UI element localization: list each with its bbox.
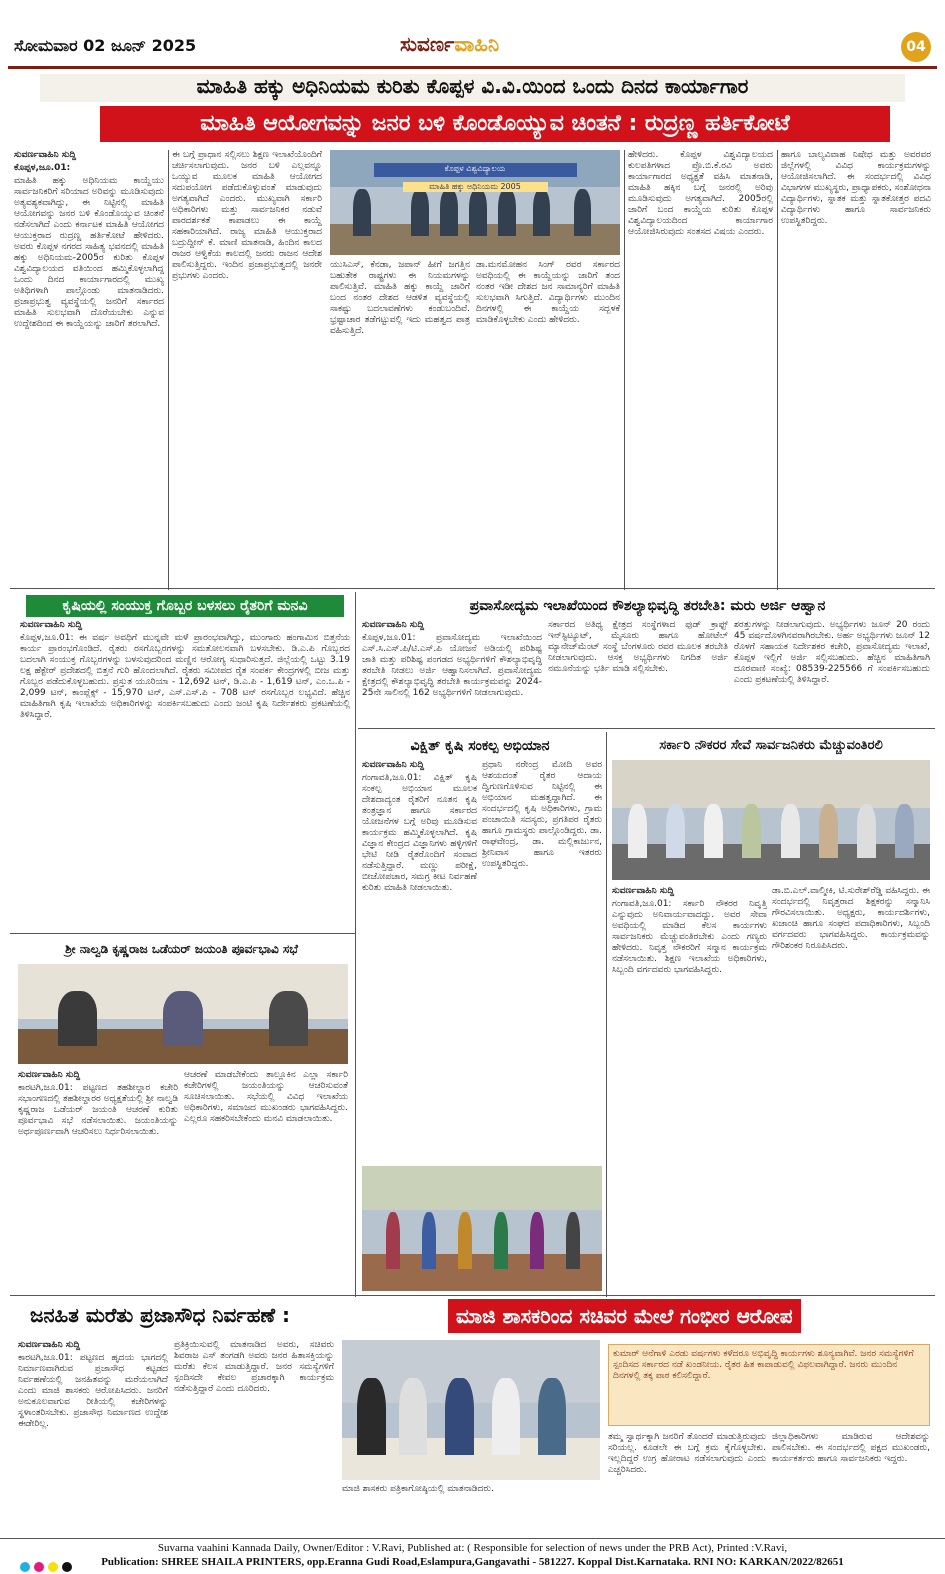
logo-part1: ಸುವರ್ಣ [400, 32, 455, 56]
person [163, 991, 203, 1046]
person [819, 804, 838, 858]
photo-caption: ಮಾಹಿತಿ ಹಕ್ಕು ಅಧಿನಿಯಮ 2005 [403, 182, 548, 192]
person [58, 991, 98, 1046]
krishi-col-2 [482, 760, 602, 1160]
skill-headline: ಪ್ರವಾಸೋದ್ಯಮ ಇಲಾಖೆಯಿಂದ ಕೌಶಲ್ಯಾಭಿವೃದ್ಧಿ ತರಬೇತಿ: ಮರು ಅರ್ಜಿ ಆಹ್ವಾನ [469, 598, 826, 614]
lead-headline: ಮಾಹಿತಿ ಆಯೋಗವನ್ನು ಜನರ ಬಳಿ ಕೊಂಡೊಯ್ಯುವ ಚಿಂತನೆ : ರುದ್ರಣ್ಣ ಹರ್ತಿಕೋಟೆ [100, 106, 890, 142]
bottom-photo [342, 1340, 600, 1480]
bottom-col4-text: ತಮ್ಮ ಸ್ವಾರ್ಥಕ್ಕಾಗಿ ಜನರಿಗೆ ತೊಂದರೆ ಮಾಡುತ್ತಿರುವುದು ಸರಿಯಲ್ಲ. ಕೂಡಲೇ ಈ ಬಗ್ಗೆ ಕ್ರಮ ಕೈಗೊಳ್ಳಬೇಕು. ಇಲ್ಲದಿದ್ದರೆ ಉಗ್ರ ಹೋರಾಟ ನಡೆಸಲಾಗುವುದು ಎಂದು ಎಚ್ಚರಿಸಿದರು. [608, 1432, 766, 1475]
bottom-col-2 [174, 1340, 334, 1532]
quote-box: ಕುಮಾರ್ ಆನೆಗಾಳಿ ಎರಡು ವರ್ಷಗಳು ಕಳೆದರೂ ಅಭಿವೃದ್ಧಿ ಕಾರ್ಯಗಳು ಶೂನ್ಯವಾಗಿವೆ. ಜನರ ಸಮಸ್ಯೆಗಳಿಗೆ ಸ್ಪಂದಿಸದ ಸರ್ಕಾರದ ನಡೆ ಖಂಡನೀಯ. ರೈತರ ಹಿತ ಕಾಪಾಡುವಲ್ಲಿ ವಿಫಲವಾಗಿದ್ದಾರೆ. ಜನರು ಮುಂದಿನ ದಿನಗಳಲ್ಲಿ ತಕ್ಕ ಪಾಠ ಕಲಿಸಲಿದ್ದಾರೆ. [608, 1344, 930, 1426]
photo-banner-text: ಕೊಪ್ಪಳ ವಿಶ್ವವಿದ್ಯಾಲಯ [444, 163, 506, 173]
krishi-dateline: ಸುವರ್ಣವಾಹಿನಿ ಸುದ್ದಿ [362, 760, 425, 770]
jayanti-col2-text: ಆಚರಣೆ ಮಾಡಬೇಕೆಂದು ತಾಲ್ಲೂಕಿನ ಎಲ್ಲಾ ಸರ್ಕಾರಿ ಕಚೇರಿಗಳಲ್ಲಿ ಜಯಂತಿಯನ್ನು ಆಚರಿಸುವಂತೆ ಸೂಚಿಸಲಾಯಿತು. ಸಭೆಯಲ್ಲಿ ವಿವಿಧ ಇಲಾಖೆಯ ಅಧಿಕಾರಿಗಳು, ಸಮಾಜದ ಮುಖಂಡರು ಭಾಗವಹಿಸಿದ್ದರು. ಎಲ್ಲರೂ ಸಹಕರಿಸಬೇಕೆಂದು ಮನವಿ ಮಾಡಲಾಯಿತು. [184, 1070, 348, 1124]
imprint-line-1: Suvarna vaahini Kannada Daily, Owner/Editor : V.Ravi, Published at: ( Responsible for selection of news under the PRB Act), Printed :V.Ravi, [157, 1542, 788, 1554]
bottom-headline-left: ಜನಹಿತ ಮರೆತು ಪ್ರಜಾಸೌಧ ನಿರ್ವಹಣೆ : [30, 1303, 291, 1327]
krishi-col2-text: ಪ್ರಧಾನಿ ನರೇಂದ್ರ ಮೋದಿ ಅವರ ಆಶಯದಂತೆ ರೈತರ ಆದಾಯ ದ್ವಿಗುಣಗೊಳಿಸುವ ನಿಟ್ಟಿನಲ್ಲಿ ಈ ಅಭಿಯಾನ ಮಹತ್ವದ್ದಾಗಿದೆ. ಈ ಸಂದರ್ಭದಲ್ಲಿ ಕೃಷಿ ಅಧಿಕಾರಿಗಳು, ಗ್ರಾಮ ಪಂಚಾಯಿತಿ ಸದಸ್ಯರು, ಪ್ರಗತಿಪರ ರೈತರು ಹಾಗೂ ಗ್ರಾಮಸ್ಥರು ಪಾಲ್ಗೊಂಡಿದ್ದರು. ಡಾ. ರಾಘವೇಂದ್ರ, ಡಾ. ಮಲ್ಲಿಕಾರ್ಜುನ, ಶ್ರೀನಿವಾಸ ಹಾಗೂ ಇತರರು ಉಪಸ್ಥಿತರಿದ್ದರು. [482, 760, 602, 869]
krishi-photo [362, 1166, 602, 1291]
bottom-col-1 [18, 1340, 168, 1532]
person [411, 189, 428, 236]
bottom-col-5 [772, 1432, 930, 1532]
person [458, 1212, 472, 1268]
retire-headline: ಸರ್ಕಾರಿ ನೌಕರರ ಸೇವೆ ಸಾರ್ವಜನಿಕರು ಮೆಚ್ಚುವಂತಿರಲಿ [659, 738, 883, 753]
person [498, 189, 515, 236]
retire-col2-text: ಡಾ.ಬಿ.ಎಲ್.ವಾಲ್ಮೀಕಿ, ಟಿ.ಸುರೇಶ್‌ರೆಡ್ಡಿ ವಹಿಸಿದ್ದರು. ಈ ಸಂದರ್ಭದಲ್ಲಿ ನಿವೃತ್ತರಾದ ಶಿಕ್ಷಕರನ್ನು ಸನ್ಮಾನಿಸಿ ಗೌರವಿಸಲಾಯಿತು. ಅಧ್ಯಕ್ಷರು, ಕಾರ್ಯದರ್ಶಿಗಳು, ಖಜಾಂಚಿ ಹಾಗೂ ಸಂಘದ ಪದಾಧಿಕಾರಿಗಳು, ಸಿಬ್ಬಂದಿ ವರ್ಗದವರು ಭಾಗವಹಿಸಿದ್ದರು. ಕಾರ್ಯಕ್ರಮವನ್ನು ಗೌರಿಶಂಕರ ನಿರೂಪಿಸಿದರು. [772, 886, 930, 951]
lead-place: ಕೊಪ್ಪಳ,ಜೂ.01: [14, 163, 71, 173]
masthead [0, 0, 945, 70]
person [742, 804, 761, 858]
person [704, 804, 723, 858]
photo-backdrop [362, 1166, 602, 1210]
logo-part2: ವಾಹಿನಿ [454, 32, 500, 56]
lead-col-2 [172, 150, 322, 590]
person [492, 1378, 520, 1455]
agri-text: ಕೊಪ್ಪಳ,ಜೂ.01: ಈ ವರ್ಷ ಅವಧಿಗೆ ಮುನ್ನವೇ ಮಳೆ ಪ್ರಾರಂಭವಾಗಿದ್ದು, ಮುಂಗಾರು ಹಂಗಾಮಿನ ಬಿತ್ತನೆಯ ಕಾರ್ಯ ಪ್ರಾರಂಭಗೊಂಡಿದೆ. ರೈತರು ರಸಗೊಬ್ಬರಗಳನ್ನು ಸಮತೋಲನವಾಗಿ ಬಳಸಬೇಕು. ಡಿ.ಎ.ಪಿ ಗೊಬ್ಬರದ ಬದಲಾಗಿ ಸಂಯುಕ್ತ ಗೊಬ್ಬರಗಳನ್ನು ಬಳಸುವುದರಿಂದ ಮಣ್ಣಿನ ಆರೋಗ್ಯ ಸುಧಾರಿಸುತ್ತದೆ. ಜಿಲ್ಲೆಯಲ್ಲಿ ಒಟ್ಟು 3.19 ಲಕ್ಷ ಹೆಕ್ಟೇರ್ ಪ್ರದೇಶದಲ್ಲಿ ಬಿತ್ತನೆ ಗುರಿ ಹೊಂದಲಾಗಿದೆ. ರೈತರು ಸಮೀಪದ ರೈತ ಸಂಪರ್ಕ ಕೇಂದ್ರಗಳಲ್ಲಿ ಬೀಜ ಮತ್ತು ಗೊಬ್ಬರ ಪಡೆದುಕೊಳ್ಳಬಹುದು. ಪ್ರಸ್ತುತ ಯೂರಿಯಾ - 12,692 ಟನ್, ಡಿ.ಎ.ಪಿ - 1,619 ಟನ್, ಎಂ.ಒ.ಪಿ - 2,099 ಟನ್, ಕಾಂಪ್ಲೆಕ್ಸ್ - 15,970 ಟನ್, ಎಸ್.ಎಸ್.ಪಿ - 708 ಟನ್ ರಸಗೊಬ್ಬರ ಲಭ್ಯವಿದೆ. ಹೆಚ್ಚಿನ ಮಾಹಿತಿಗಾಗಿ ಕೃಷಿ ಇಲಾಖೆಯ ಅಧಿಕಾರಿಗಳನ್ನು ಸಂಪರ್ಕಿಸಬಹುದು ಎಂದು ಜಂಟಿ ಕೃಷಿ ನಿರ್ದೇಶಕರು ಪ್ರಕಟಣೆಯಲ್ಲಿ ತಿಳಿಸಿದ್ದಾರೆ. [20, 633, 350, 720]
registration-mark [20, 1562, 30, 1572]
registration-mark [48, 1562, 58, 1572]
lead-col1-text: ಮಾಹಿತಿ ಹಕ್ಕು ಅಧಿನಿಯಮ ಕಾಯ್ದೆಯು ಸಾರ್ವಜನಿಕರಿಗೆ ಸರಿಯಾದ ಅರಿವನ್ನು ಮೂಡಿಸುವುದು ಅತ್ಯವಶ್ಯಕವಾಗಿದ್ದು, ಈ ನಿಟ್ಟಿನಲ್ಲಿ ಮಾಹಿತಿ ಆಯೋಗವನ್ನು ಜನರ ಬಳಿ ಕೊಂಡೊಯ್ಯುವ ಚಿಂತನೆ ನಡೆಸಲಾಗಿದೆ ಎಂದು ಕರ್ನಾಟಕ ಮಾಹಿತಿ ಆಯೋಗದ ಆಯುಕ್ತರಾದ ರುದ್ರಣ್ಣ ಹರ್ತಿಕೋಟೆ ಹೇಳಿದರು. ಅವರು ಕೊಪ್ಪಳ ನಗರದ ಸಾಹಿತ್ಯ ಭವನದಲ್ಲಿ ಮಾಹಿತಿ ಹಕ್ಕು ಅಧಿನಿಯಮ-2005ರ ಕುರಿತು ಕೊಪ್ಪಳ ವಿಶ್ವವಿದ್ಯಾಲಯದ ವತಿಯಿಂದ ಹಮ್ಮಿಕೊಳ್ಳಲಾಗಿದ್ದ ಒಂದು ದಿನದ ಕಾರ್ಯಾಗಾರದಲ್ಲಿ ಮುಖ್ಯ ಅತಿಥಿಗಳಾಗಿ ಪಾಲ್ಗೊಂಡು ಮಾತನಾಡಿದರು. ಪ್ರಜಾಪ್ರಭುತ್ವ ವ್ಯವಸ್ಥೆಯಲ್ಲಿ ಜನರಿಗೆ ಸರ್ಕಾರದ ಮಾಹಿತಿ ಸುಲಭವಾಗಿ ದೊರೆಯಬೇಕು ಎನ್ನುವ ಉದ್ದೇಶದಿಂದ ಈ ಕಾಯ್ದೆಯನ್ನು ಜಾರಿಗೆ ತರಲಾಗಿದೆ. [14, 176, 164, 329]
masthead-rule [8, 66, 937, 69]
skill-col-2 [548, 620, 728, 725]
section-rule [358, 728, 935, 729]
newspaper-logo [400, 32, 499, 56]
retire-col1-text: ಗಂಗಾವತಿ,ಜೂ.01: ಸರ್ಕಾರಿ ನೌಕರರ ನಿವೃತ್ತಿ ಎನ್ನುವುದು ಅನಿವಾರ್ಯವಾದದ್ದು. ಅವರ ಸೇವಾ ಅವಧಿಯಲ್ಲಿ ಮಾಡಿದ ಕೆಲಸ ಕಾರ್ಯಗಳು ಸಾರ್ವಜನಿಕರು ಮೆಚ್ಚುವಂತಿರಬೇಕು ಎಂದು ಗಣ್ಯರು ಹೇಳಿದರು. ನಿವೃತ್ತ ನೌಕರರಿಗೆ ಸನ್ಮಾನ ಕಾರ್ಯಕ್ರಮ ನಡೆಸಲಾಯಿತು. ಶಿಕ್ಷಣ ಇಲಾಖೆಯ ಅಧಿಕಾರಿಗಳು, ಸಿಬ್ಬಂದಿ ವರ್ಗದವರು ಭಾಗವಹಿಸಿದ್ದರು. [612, 899, 767, 975]
person [857, 804, 876, 858]
lead-col-4 [476, 260, 620, 590]
bottom-headline-right: ಮಾಜಿ ಶಾಸಕರಿಂದ ಸಚಿವರ ಮೇಲೆ ಗಂಭೀರ ಆರೋಪ [448, 1299, 801, 1333]
skill-col3-text: ಶರತ್ತುಗಳನ್ನು ನೀಡಲಾಗುವುದು. ಅಭ್ಯರ್ಥಿಗಳು ಜೂನ್ 20 ರಂದು 45 ವರ್ಷದೊಳಗಿನವರಾಗಿರಬೇಕು. ಅರ್ಹ ಅಭ್ಯರ್ಥಿಗಳು ಜೂನ್ 12 ರೊಳಗೆ ಸಹಾಯಕ ನಿರ್ದೇಶಕರ ಕಚೇರಿ, ಪ್ರವಾಸೋದ್ಯಮ ಇಲಾಖೆ, ಕೊಪ್ಪಳ ಇಲ್ಲಿಗೆ ಅರ್ಜಿ ಸಲ್ಲಿಸಬಹುದು. ಹೆಚ್ಚಿನ ಮಾಹಿತಿಗಾಗಿ ದೂರವಾಣಿ ಸಂಖ್ಯೆ: 08539-225566 ಗೆ ಸಂಪರ್ಕಿಸಬಹುದು ಎಂದು ಪ್ರಕಟಣೆಯಲ್ಲಿ ತಿಳಿಸಿದ್ದಾರೆ. [734, 620, 930, 685]
person [386, 1212, 400, 1268]
agri-body [20, 620, 350, 890]
jayanti-dateline: ಸುವರ್ಣವಾಹಿನಿ ಸುದ್ದಿ [18, 1070, 81, 1080]
section-rule [10, 1295, 935, 1296]
person [494, 1212, 508, 1268]
person [574, 189, 591, 236]
divider [777, 150, 778, 590]
lead-col3-text: ಯುಸಿಎಸ್, ಕೆನಡಾ, ಜಪಾನ್ ಹೀಗೆ ಜಗತ್ತಿನ ಬಹುತೇಕ ರಾಷ್ಟ್ರಗಳು ಈ ನಿಯಮಗಳನ್ನು ಪಾಲಿಸುತ್ತಿವೆ. ಮಾಹಿತಿ ಹಕ್ಕು ಕಾಯ್ದೆ ಜಾರಿಗೆ ಬಂದ ನಂತರ ದೇಶದ ಆಡಳಿತ ವ್ಯವಸ್ಥೆಯಲ್ಲಿ ಸಾಕಷ್ಟು ಬದಲಾವಣೆಗಳು ಕಂಡುಬಂದಿವೆ. ಭ್ರಷ್ಟಾಚಾರ ತಡೆಗಟ್ಟುವಲ್ಲಿ ಇದು ಮಹತ್ವದ ಪಾತ್ರ ವಹಿಸುತ್ತಿದೆ. [330, 260, 470, 336]
skill-col-3 [734, 620, 930, 725]
bottom-headline [30, 1299, 915, 1333]
jayanti-col-2 [184, 1070, 348, 1292]
person [530, 1212, 544, 1268]
lead-col-5 [628, 150, 773, 590]
person [399, 1378, 427, 1455]
person [469, 189, 486, 236]
skill-dateline: ಸುವರ್ಣವಾಹಿನಿ ಸುದ್ದಿ [362, 620, 425, 630]
skill-col-1 [362, 620, 542, 725]
jayanti-col-1 [18, 1070, 178, 1292]
krishi-col-1 [362, 760, 477, 1160]
bottom-col-4 [608, 1432, 766, 1532]
issue-date: ಸೋಮವಾರ 02 ಜೂನ್ 2025 [14, 36, 197, 55]
jayanti-photo [18, 964, 348, 1064]
lead-kicker: ಮಾಹಿತಿ ಹಕ್ಕು ಅಧಿನಿಯಮ ಕುರಿತು ಕೊಪ್ಪಳ ವಿ.ವಿ.ಯಿಂದ ಒಂದು ದಿನದ ಕಾರ್ಯಾಗಾರ [40, 74, 905, 102]
person [353, 189, 370, 236]
photo-backdrop [612, 760, 930, 808]
lead-col-6 [781, 150, 931, 590]
skill-col2-text: ಸರ್ಕಾರದ ಅತಿಥ್ಯ ಕ್ಷೇತ್ರದ ಸಂಸ್ಥೆಗಳಾದ ಫುಡ್ ಕ್ರಾಫ್ಟ್ ಇನ್‌ಸ್ಟಿಟ್ಯೂಟ್, ಮೈಸೂರು ಹಾಗೂ ಹೋಟೆಲ್ ಮ್ಯಾನೇಜ್‌ಮೆಂಟ್ ಸಂಸ್ಥೆ ಬೆಂಗಳೂರು ರವರ ಮೂಲಕ ತರಬೇತಿ ನೀಡಲಾಗುವುದು. ಆಸಕ್ತ ಅಭ್ಯರ್ಥಿಗಳು ನಿಗದಿತ ಅರ್ಜಿ ನಮೂನೆಯನ್ನು ಭರ್ತಿ ಮಾಡಿ ಸಲ್ಲಿಸಬೇಕು. [548, 620, 728, 674]
bottom-dateline: ಸುವರ್ಣವಾಹಿನಿ ಸುದ್ದಿ [18, 1340, 81, 1350]
retire-photo [612, 760, 930, 880]
jayanti-col1-text: ಕಾರಟಗಿ,ಜೂ.01: ಪಟ್ಟಣದ ತಹಶೀಲ್ದಾರ ಕಚೇರಿ ಸಭಾಂಗಣದಲ್ಲಿ ತಹಶೀಲ್ದಾರರ ಅಧ್ಯಕ್ಷತೆಯಲ್ಲಿ ಶ್ರೀ ನಾಲ್ವಡಿ ಕೃಷ್ಣರಾಜ ಒಡೆಯರ್ ಜಯಂತಿ ಆಚರಣೆ ಕುರಿತು ಪೂರ್ವಭಾವಿ ಸಭೆ ನಡೆಸಲಾಯಿತು. ಜಯಂತಿಯನ್ನು ಅರ್ಥಪೂರ್ಣವಾಗಿ ಆಚರಿಸಲು ನಿರ್ಧರಿಸಲಾಯಿತು. [18, 1083, 178, 1137]
divider [355, 592, 356, 1297]
krishi-headline: ವಿಕ್ಷಿತ್ ಕೃಷಿ ಸಂಕಲ್ಪ ಅಭಿಯಾನ [410, 738, 550, 754]
lead-col-1 [14, 150, 164, 590]
retire-dateline: ಸುವರ್ಣವಾಹಿನಿ ಸುದ್ದಿ [612, 886, 675, 896]
divider [168, 150, 169, 590]
retire-col-1 [612, 886, 767, 1291]
person [357, 1378, 385, 1455]
lead-col2-text: ಈ ಬಗ್ಗೆ ಪ್ರಾಧಾನ ಸಲ್ಲಿಸಲು ಶಿಕ್ಷಣ ಇಲಾಖೆಯೊಂದಿಗೆ ಚರ್ಚಿಸಲಾಗುವುದು. ಜನರ ಬಳಿ ಎಲ್ಲವನ್ನೂ ಒಯ್ಯುವ ಮೂಲಕ ಮಾಹಿತಿ ಆಯೋಗದ ಸದುಪಯೋಗ ಪಡೆದುಕೊಳ್ಳುವಂತೆ ಮಾಡುವುದು ಅಗತ್ಯವಾಗಿದೆ ಎಂದರು. ಮುಖ್ಯವಾಗಿ ಸರ್ಕಾರಿ ಅಧಿಕಾರಿಗಳು ಮತ್ತು ಸಾರ್ವಜನಿಕರ ನಡುವೆ ಪಾರದರ್ಶಕತೆ ಕಾಪಾಡಲು ಈ ಕಾಯ್ದೆ ಸಹಕಾರಿಯಾಗಿದೆ. ರಾಜ್ಯ ಮಾಹಿತಿ ಆಯುಕ್ತರಾದ ಬದ್ರುದ್ದೀನ್ ಕೆ. ಮಾಣಿ ಮಾತನಾಡಿ, ಹಿಂದಿನ ಕಾಲದ ರಾಜರ ಆಳ್ವಿಕೆಯ ಕಾಲದಲ್ಲಿ ಜನರು ರಾಜನ ಆದೇಶ ಪಾಲಿಸುತ್ತಿದ್ದರು. ಇಂದಿನ ಪ್ರಜಾಪ್ರಭುತ್ವದಲ್ಲಿ ಜನರೇ ಪ್ರಭುಗಳು ಎಂದರು. [172, 150, 322, 281]
lead-col-3 [330, 260, 470, 590]
person [566, 1212, 580, 1268]
registration-mark [62, 1562, 72, 1572]
agri-dateline: ಸುವರ್ಣವಾಹಿನಿ ಸುದ್ದಿ [20, 620, 83, 630]
person [422, 1212, 436, 1268]
bottom-col5-text: ಜಿಲ್ಲಾಧಿಕಾರಿಗಳು ಮಾಡಿರುವ ಆದೇಶವನ್ನು ಪಾಲಿಸಬೇಕು. ಈ ಸಂದರ್ಭದಲ್ಲಿ ಪಕ್ಷದ ಮುಖಂಡರು, ಕಾರ್ಯಕರ್ತರು ಹಾಗೂ ಸಾರ್ವಜನಿಕರು ಇದ್ದರು. [772, 1432, 930, 1464]
person [533, 189, 550, 236]
divider [624, 150, 625, 590]
lead-col5-text: ಹೇಳಿದರು. ಕೊಪ್ಪಳ ವಿಶ್ವವಿದ್ಯಾಲಯದ ಕುಲಪತಿಗಳಾದ ಪ್ರೊ.ಬಿ.ಕೆ.ರವಿ ಅವರು ಕಾರ್ಯಾಗಾರದ ಅಧ್ಯಕ್ಷತೆ ವಹಿಸಿ ಮಾತನಾಡಿ, ಮಾಹಿತಿ ಹಕ್ಕಿನ ಬಗ್ಗೆ ಜನರಲ್ಲಿ ಅರಿವು ಮೂಡಿಸುವುದು ಅಗತ್ಯವಾಗಿದೆ. 2005ರಲ್ಲಿ ಜಾರಿಗೆ ಬಂದ ಕಾಯ್ದೆಯ ಕುರಿತು ಕೊಪ್ಪಳ ವಿಶ್ವವಿದ್ಯಾಲಯದಿಂದ ಕಾರ್ಯಾಗಾರ ಆಯೋಜಿಸಿರುವುದು ಸಂತಸದ ವಿಷಯ ಎಂದರು. [628, 150, 773, 237]
bottom-caption-text: ಮಾಜಿ ಶಾಸಕರು ಪತ್ರಿಕಾಗೋಷ್ಠಿಯಲ್ಲಿ ಮಾತನಾಡಿದರು. [342, 1484, 494, 1494]
registration-mark [34, 1562, 44, 1572]
person [895, 804, 914, 858]
photo-floor [612, 844, 930, 880]
person [269, 991, 309, 1046]
skill-col1-text: ಕೊಪ್ಪಳ,ಜೂ.01: ಪ್ರವಾಸೋದ್ಯಮ ಇಲಾಖೆಯಿಂದ ಎಸ್.ಸಿ.ಎಸ್.ಪಿ/ಟಿ.ಎಸ್.ಪಿ ಯೋಜನೆ ಅಡಿಯಲ್ಲಿ ಪರಿಶಿಷ್ಟ ಜಾತಿ ಮತ್ತು ಪರಿಶಿಷ್ಟ ಪಂಗಡದ ಅಭ್ಯರ್ಥಿಗಳಿಗೆ ಕೌಶಲ್ಯಾಭಿವೃದ್ಧಿ ತರಬೇತಿ ನೀಡಲು ಅರ್ಜಿ ಆಹ್ವಾನಿಸಲಾಗಿದೆ. ಪ್ರವಾಸೋದ್ಯಮ ಕ್ಷೇತ್ರದಲ್ಲಿ ಕೌಶಲ್ಯಾಭಿವೃದ್ಧಿ ತರಬೇತಿ ಕಾರ್ಯಕ್ರಮವನ್ನು 2024-25ನೇ ಸಾಲಿನಲ್ಲಿ 162 ಅಭ್ಯರ್ಥಿಗಳಿಗೆ ನೀಡಲಾಗುವುದು. [362, 633, 542, 698]
retire-col-2 [772, 886, 930, 1291]
lead-dateline: ಸುವರ್ಣವಾಹಿನಿ ಸುದ್ದಿ [14, 150, 77, 160]
bottom-col2-text: ಪ್ರತಿಕ್ರಿಯಿಸುವಲ್ಲಿ ಮಾತನಾಡಿದ ಅವರು, ಸಚಿವರು ಶಿವರಾಜ ಎಸ್ ತಂಗಡಗಿ ಅವರು ಜನರ ಹಿತಾಸಕ್ತಿಯನ್ನು ಮರೆತು ಕೆಲಸ ಮಾಡುತ್ತಿದ್ದಾರೆ. ಜನರ ಸಮಸ್ಯೆಗಳಿಗೆ ಸ್ಪಂದಿಸದೇ ಕೇವಲ ಪ್ರಚಾರಕ್ಕಾಗಿ ಕಾರ್ಯಕ್ರಮ ನಡೆಸುತ್ತಿದ್ದಾರೆ ಎಂದು ದೂರಿದರು. [174, 1340, 334, 1394]
lead-photo [330, 150, 620, 255]
bottom-caption [342, 1484, 600, 1532]
page-number: 04 [901, 32, 931, 62]
bottom-col1-text: ಕಾರಟಗಿ,ಜೂ.01: ಪಟ್ಟಣದ ಹೃದಯ ಭಾಗದಲ್ಲಿ ನಿರ್ಮಾಣವಾಗಿರುವ ಪ್ರಜಾಸೌಧ ಕಟ್ಟಡದ ನಿರ್ವಹಣೆಯಲ್ಲಿ ಜನಹಿತವನ್ನು ಮರೆಯಲಾಗಿದೆ ಎಂದು ಮಾಜಿ ಶಾಸಕರು ಆರೋಪಿಸಿದರು. ಜನರಿಗೆ ಅನುಕೂಲವಾಗುವ ರೀತಿಯಲ್ಲಿ ಕಚೇರಿಗಳನ್ನು ಸ್ಥಳಾಂತರಿಸಬೇಕು. ಪ್ರಜಾಸೌಧ ನಿರ್ಮಾಣದ ಉದ್ದೇಶ ಈಡೇರಿಲ್ಲ. [18, 1353, 168, 1429]
person [628, 804, 647, 858]
agri-headline: ಕೃಷಿಯಲ್ಲಿ ಸಂಯುಕ್ತ ಗೊಬ್ಬರ ಬಳಸಲು ರೈತರಿಗೆ ಮನವಿ [26, 595, 344, 617]
jayanti-headline: ಶ್ರೀ ನಾಲ್ವಡಿ ಕೃಷ್ಣರಾಜ ಒಡೆಯರ್ ಜಯಂತಿ ಪೂರ್ವಭಾವಿ ಸಭೆ [65, 942, 298, 956]
person [538, 1378, 566, 1455]
lead-col6-text: ಹಾಗೂ ಬಾಲ್ಯವಿವಾಹ ನಿಷೇಧ ಮತ್ತು ಅವರವರ ಜಿಲ್ಲೆಗಳಲ್ಲಿ ವಿವಿಧ ಕಾರ್ಯಕ್ರಮಗಳನ್ನು ಆಯೋಜಿಸಲಾಗಿದೆ. ಈ ಸಂದರ್ಭದಲ್ಲಿ ವಿವಿಧ ವಿಭಾಗಗಳ ಮುಖ್ಯಸ್ಥರು, ಪ್ರಾಧ್ಯಾಪಕರು, ಸಂಶೋಧನಾ ವಿದ್ಯಾರ್ಥಿಗಳು, ಸ್ನಾತಕ ಮತ್ತು ಸ್ನಾತಕೋತ್ತರ ಪದವಿ ವಿದ್ಯಾರ್ಥಿಗಳು ಹಾಗೂ ಸಾರ್ವಜನಿಕರು ಉಪಸ್ಥಿತರಿದ್ದರು. [781, 150, 931, 226]
person [781, 804, 800, 858]
divider [606, 732, 607, 1297]
person [445, 1378, 473, 1455]
imprint-line-2: Publication: SHREE SHAILA PRINTERS, opp.Eranna Gudi Road,Eslampura,Gangavathi - 581227. Koppal Dist.Karnataka. RNI NO: KARKAN/2022/82651 [101, 1556, 844, 1568]
section-rule [10, 933, 355, 934]
section-rule [10, 588, 935, 589]
person [440, 189, 457, 236]
krishi-col1-text: ಗಂಗಾವತಿ,ಜೂ.01: ವಿಕ್ಷಿತ್ ಕೃಷಿ ಸಂಕಲ್ಪ ಅಭಿಯಾನ ಮೂಲಕ ದೇಶದಾದ್ಯಂತ ರೈತರಿಗೆ ನೂತನ ಕೃಷಿ ತಂತ್ರಜ್ಞಾನ ಹಾಗೂ ಸರ್ಕಾರದ ಯೋಜನೆಗಳ ಬಗ್ಗೆ ಅರಿವು ಮೂಡಿಸುವ ಕಾರ್ಯಕ್ರಮ ಹಮ್ಮಿಕೊಳ್ಳಲಾಗಿದೆ. ಕೃಷಿ ವಿಜ್ಞಾನ ಕೇಂದ್ರದ ವಿಜ್ಞಾನಿಗಳು ಹಳ್ಳಿಗಳಿಗೆ ಭೇಟಿ ನೀಡಿ ರೈತರೊಂದಿಗೆ ಸಂವಾದ ನಡೆಸುತ್ತಿದ್ದಾರೆ. ಮಣ್ಣು ಪರೀಕ್ಷೆ, ಬೀಜೋಪಚಾರ, ಸಮಗ್ರ ಕೀಟ ನಿರ್ವಹಣೆ ಕುರಿತು ಮಾಹಿತಿ ನೀಡಲಾಯಿತು. [362, 773, 477, 893]
imprint-footer [0, 1538, 945, 1574]
person [666, 804, 685, 858]
lead-col4-text: ಡಾ.ಮನಮೋಹನ ಸಿಂಗ್ ರವರ ಸರ್ಕಾರದ ಅವಧಿಯಲ್ಲಿ ಈ ಕಾಯ್ದೆಯನ್ನು ಜಾರಿಗೆ ತಂದ ನಂತರ ಇಡೀ ದೇಶದ ಜನ ಸಾಮಾನ್ಯರಿಗೆ ಮಾಹಿತಿ ಸುಲಭವಾಗಿ ಸಿಗುತ್ತಿದೆ. ವಿದ್ಯಾರ್ಥಿಗಳು ಮುಂದಿನ ದಿನಗಳಲ್ಲಿ ಈ ಕಾಯ್ದೆಯ ಸದ್ಬಳಕೆ ಮಾಡಿಕೊಳ್ಳಬೇಕು ಎಂದು ಹೇಳಿದರು. [476, 260, 620, 325]
